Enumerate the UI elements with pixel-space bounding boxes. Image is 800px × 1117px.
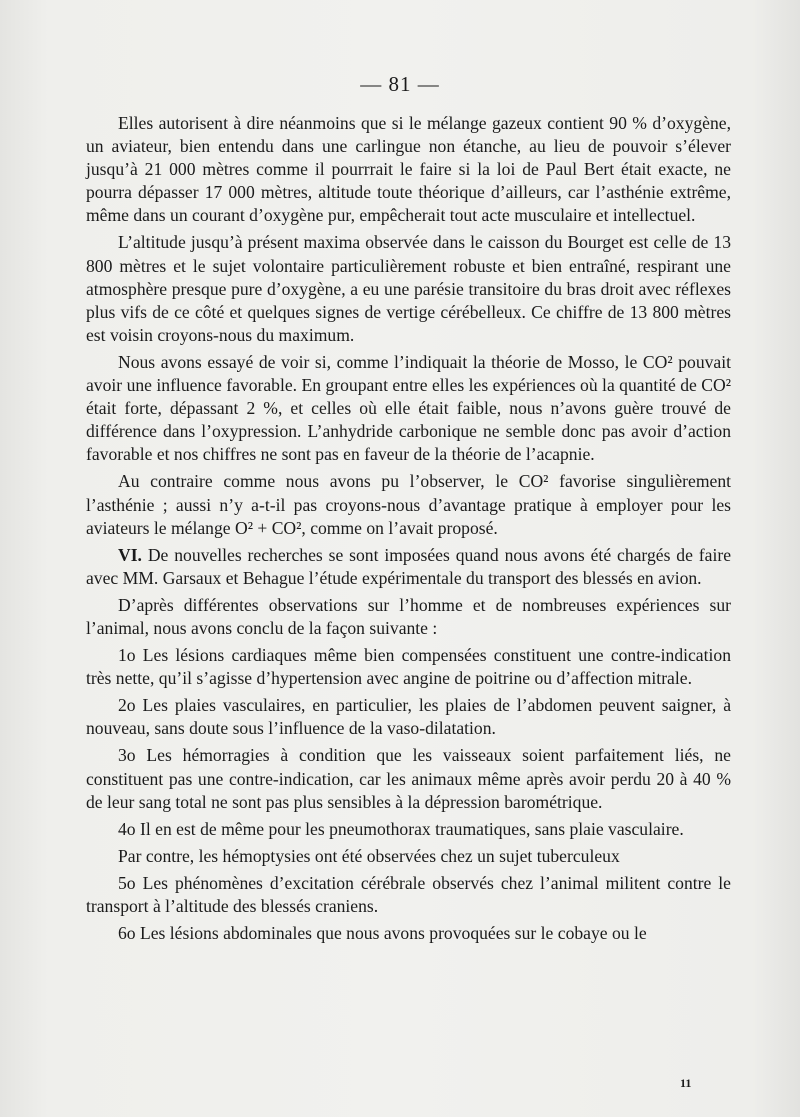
paragraph: 6o Les lésions abdominales que nous avons provoquées sur le cobaye ou le — [118, 923, 647, 944]
paragraph: L’altitude jusqu’à présent maxima observée dans le caisson du Bourget est celle de 13 800 mètres et le sujet volontaire particulièrement robuste et bien entraîné, respirant une atmosphère presque pure d’oxygène, a eu une parésie transitoire du bras droit avec réflexes plus vifs de ce côté et quelques signes de vertige cérébelleux. Ce chiffre de 13 800 mètres est voisin croyons-nous du maximum. — [86, 232, 731, 345]
page-number: — 81 — — [360, 72, 440, 96]
section-label: VI. — [118, 544, 142, 565]
body-text — [86, 112, 731, 949]
paragraph: D’après différentes observations sur l’homme et de nombreuses expériences sur l’animal, nous avons conclu de la façon suivante : — [86, 594, 731, 638]
paragraph: Nous avons essayé de voir si, comme l’indiquait la théorie de Mosso, le CO² pouvait avoir une influence favorable. En groupant entre elles les expériences où la quantité de CO² était forte, dépassant 2 %, et celles où elle était faible, nous n’avons guère trouvé de différence dans l’oxypression. L’anhydride carbonique ne semble donc pas avoir d’action favorable et nos chiffres ne sont pas en faveur de la théorie de l’acapnie. — [86, 351, 731, 465]
paragraph: 1o Les lésions cardiaques même bien compensées constituent une contre-indication très nette, qu’il s’agisse d’hypertension avec angine de poitrine ou d’affection mitrale. — [86, 645, 731, 689]
paragraph: Au contraire comme nous avons pu l’observer, le CO² favorise singulièrement l’asthénie ; aussi n’y a-t-il pas croyons-nous d’avantage pratique à employer pour les aviateurs le mélange O² + CO², comme on l’avait proposé. — [86, 471, 731, 538]
paragraph: 5o Les phénomènes d’excitation cérébrale observés chez l’animal militent contre le transport à l’altitude des blessés craniens. — [86, 872, 731, 916]
paragraph: 2o Les plaies vasculaires, en particulier, les plaies de l’abdomen peuvent saigner, à nouveau, sans doute sous l’influence de la vaso-dilatation. — [86, 695, 731, 739]
paragraph: Elles autorisent à dire néanmoins que si le mélange gazeux contient 90 % d’oxygène, un aviateur, bien entendu dans une carlingue non étanche, au lieu de pouvoir s’élever jusqu’à 21 000 mètres comme il pourrrait le faire si la loi de Paul Bert était exacte, ne pourra dépasser 17 000 mètres, altitude toute théorique d’ailleurs, car l’asthénie extrême, même dans un courant d’oxygène pur, empêcherait tout acte musculaire et intellectuel. — [86, 113, 731, 226]
paragraph-section-vi — [86, 544, 731, 590]
signature-mark: 11 — [680, 1076, 692, 1090]
paragraph: Par contre, les hémoptysies ont été observées chez un sujet tuberculeux — [118, 845, 620, 866]
paragraph-text: De nouvelles recherches se sont imposées quand nous avons été chargés de faire avec MM. Garsaux et Behague l’étude expérimentale du transport des blessés en avion. — [86, 544, 731, 588]
paragraph: 4o Il en est de même pour les pneumothorax traumatiques, sans plaie vasculaire. — [118, 818, 684, 839]
paragraph: 3o Les hémorragies à condition que les vaisseaux soient parfaitement liés, ne constituent pas une contre-indication, car les animaux même après avoir perdu 20 à 40 % de leur sang total ne sont pas plus sensibles à la dépression barométrique. — [86, 745, 731, 812]
